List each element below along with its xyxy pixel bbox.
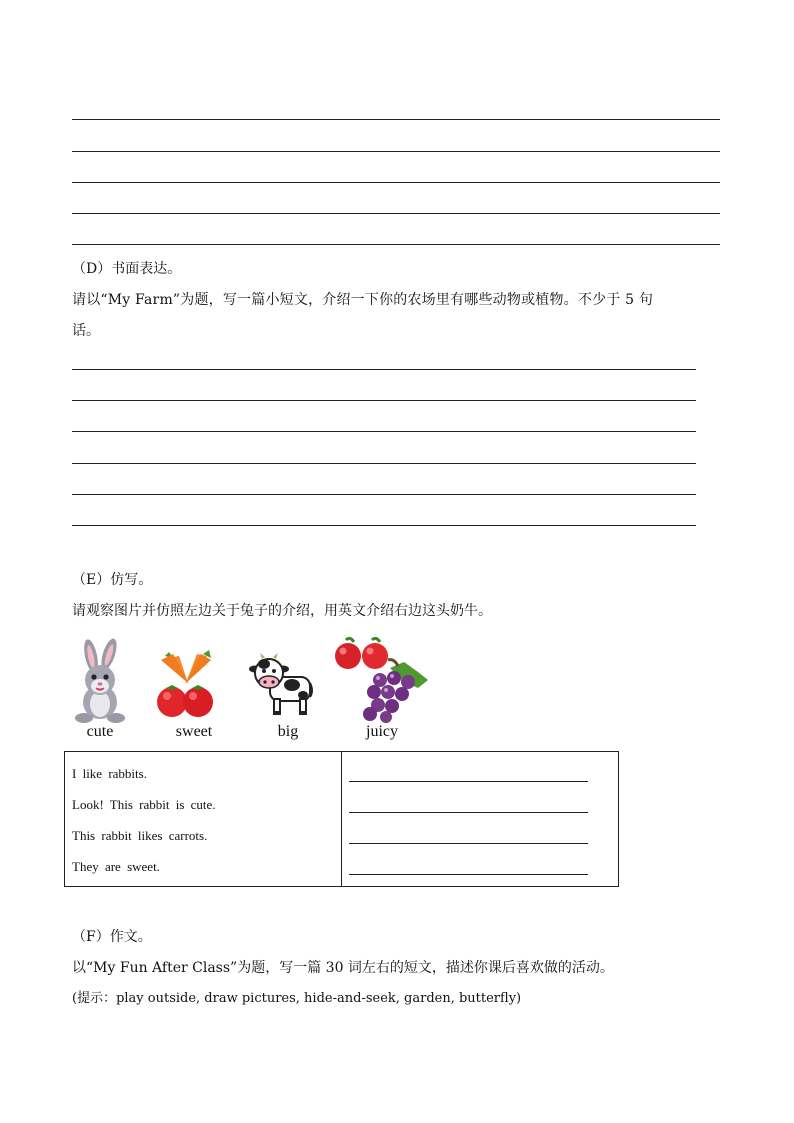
- writing-line[interactable]: [72, 369, 696, 370]
- rabbit-example-cell: [65, 752, 342, 887]
- example-line: Look! This rabbit is cute.: [72, 797, 216, 812]
- answer-line[interactable]: [349, 874, 588, 875]
- imitation-table: [64, 751, 619, 887]
- apple-grape-icon: [332, 636, 436, 724]
- writing-line[interactable]: [72, 119, 720, 120]
- example-line: This rabbit likes carrots.: [72, 828, 208, 843]
- cow-answer-cell: [342, 752, 619, 887]
- answer-line[interactable]: [349, 781, 588, 782]
- picture-label: sweet: [175, 723, 213, 740]
- carrot-tomato-icon: [153, 650, 219, 720]
- answer-line[interactable]: [349, 812, 588, 813]
- section-f-hint: (提示：play outside, draw pictures, hide-and-seek, garden, butterfly): [72, 991, 522, 1006]
- writing-line[interactable]: [72, 525, 696, 526]
- section-d-heading: （D）书面表达。: [72, 261, 182, 277]
- example-line: They are sweet.: [72, 859, 160, 874]
- writing-line[interactable]: [72, 400, 696, 401]
- writing-line[interactable]: [72, 244, 720, 245]
- writing-line[interactable]: [72, 151, 720, 152]
- section-d-instruction-cont: 话。: [72, 323, 100, 339]
- section-e-heading: （E）仿写。: [72, 572, 153, 588]
- writing-line[interactable]: [72, 494, 696, 495]
- example-line: I like rabbits.: [72, 766, 147, 781]
- section-f-instruction: 以“My Fun After Class”为题，写一篇 30 词左右的短文，描述你课后喜欢做的活动。: [72, 960, 614, 976]
- rabbit-icon: [70, 638, 130, 724]
- writing-line[interactable]: [72, 431, 696, 432]
- picture-label: big: [277, 723, 299, 740]
- section-f-heading: （F）作文。: [72, 929, 152, 945]
- answer-line[interactable]: [349, 843, 588, 844]
- writing-line[interactable]: [72, 182, 720, 183]
- picture-label: juicy: [366, 723, 398, 740]
- cow-icon: [248, 653, 314, 717]
- picture-label: cute: [86, 723, 114, 740]
- section-d-instruction: 请以“My Farm”为题，写一篇小短文，介绍一下你的农场里有哪些动物或植物。不少于 5 句: [72, 292, 654, 308]
- writing-line[interactable]: [72, 213, 720, 214]
- section-e-instruction: 请观察图片并仿照左边关于兔子的介绍，用英文介绍右边这头奶牛。: [72, 603, 492, 619]
- writing-line[interactable]: [72, 463, 696, 464]
